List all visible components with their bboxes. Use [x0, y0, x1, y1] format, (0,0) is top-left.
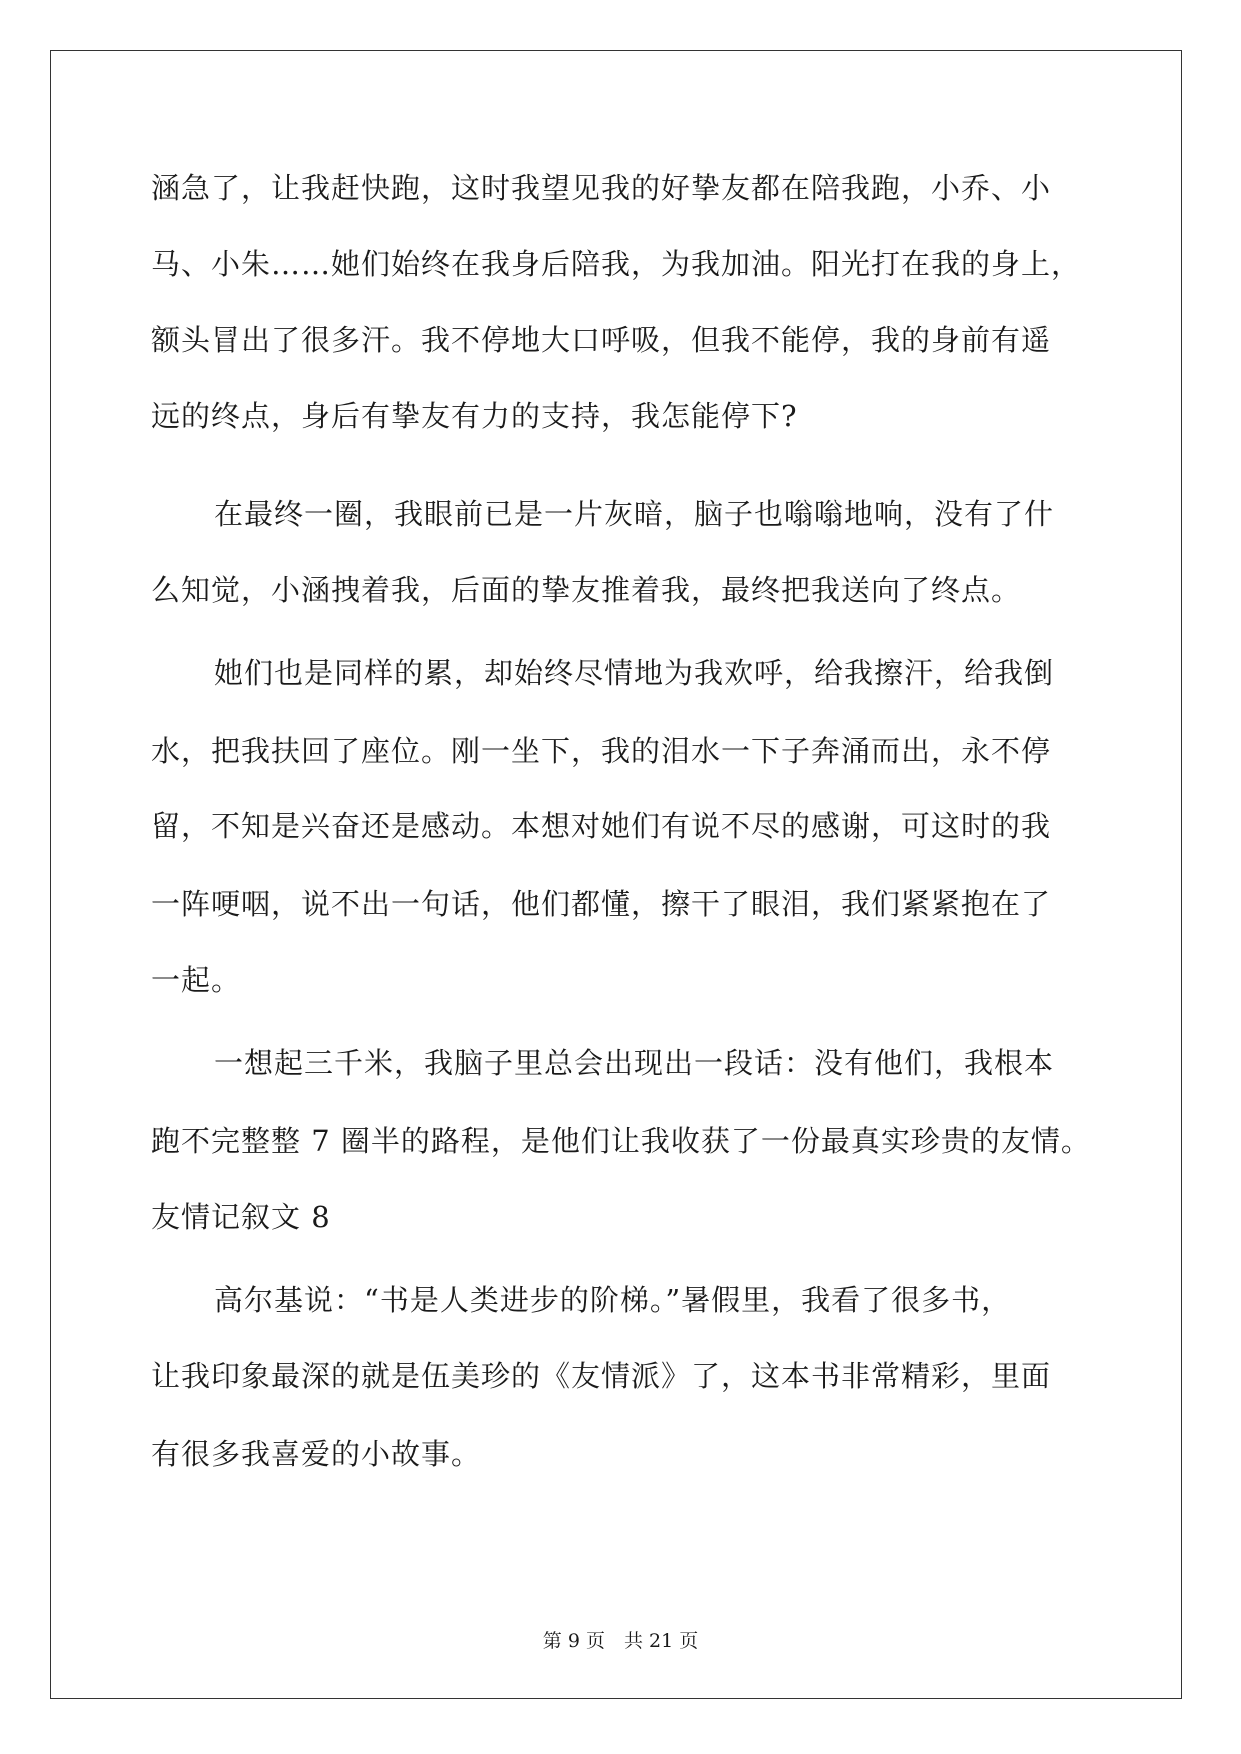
text-line: 让我印象最深的就是伍美珍的《友情派》了，这本书非常精彩，里面: [151, 1359, 1052, 1393]
text-line: 水，把我扶回了座位。刚一坐下，我的泪水一下子奔涌而出，永不停: [151, 734, 1052, 768]
paragraph-first-line: 在最终一圈，我眼前已是一片灰暗，脑子也嗡嗡地响，没有了什: [214, 497, 1055, 531]
text-line: 有很多我喜爱的小故事。: [151, 1437, 482, 1471]
page-number-footer: 第 9 页 共 21 页: [542, 1630, 699, 1652]
section-heading: 友情记叙文 8: [151, 1200, 331, 1234]
paragraph-first-line: 她们也是同样的累，却始终尽情地为我欢呼，给我擦汗，给我倒: [214, 656, 1055, 690]
text-line: 马、小朱……她们始终在我身后陪我，为我加油。阳光打在我的身上，: [151, 247, 1082, 281]
text-line: 一阵哽咽，说不出一句话，他们都懂，擦干了眼泪，我们紧紧抱在了: [151, 887, 1052, 921]
paragraph-first-line: 高尔基说：“书是人类进步的阶梯。”暑假里，我看了很多书，: [214, 1283, 1012, 1317]
text-line: 么知觉，小涵拽着我，后面的挚友推着我，最终把我送向了终点。: [151, 573, 1022, 607]
text-line: 跑不完整整 7 圈半的路程，是他们让我收获了一份最真实珍贵的友情。: [151, 1124, 1091, 1158]
text-line: 远的终点，身后有挚友有力的支持，我怎能停下?: [151, 399, 798, 433]
paragraph-first-line: 一想起三千米，我脑子里总会出现出一段话：没有他们，我根本: [214, 1046, 1055, 1080]
text-line: 涵急了，让我赶快跑，这时我望见我的好挚友都在陪我跑，小乔、小: [151, 171, 1052, 205]
text-line: 额头冒出了很多汗。我不停地大口呼吸，但我不能停，我的身前有遥: [151, 323, 1052, 357]
text-line: 一起。: [151, 963, 242, 997]
text-line: 留，不知是兴奋还是感动。本想对她们有说不尽的感谢，可这时的我: [151, 809, 1052, 843]
